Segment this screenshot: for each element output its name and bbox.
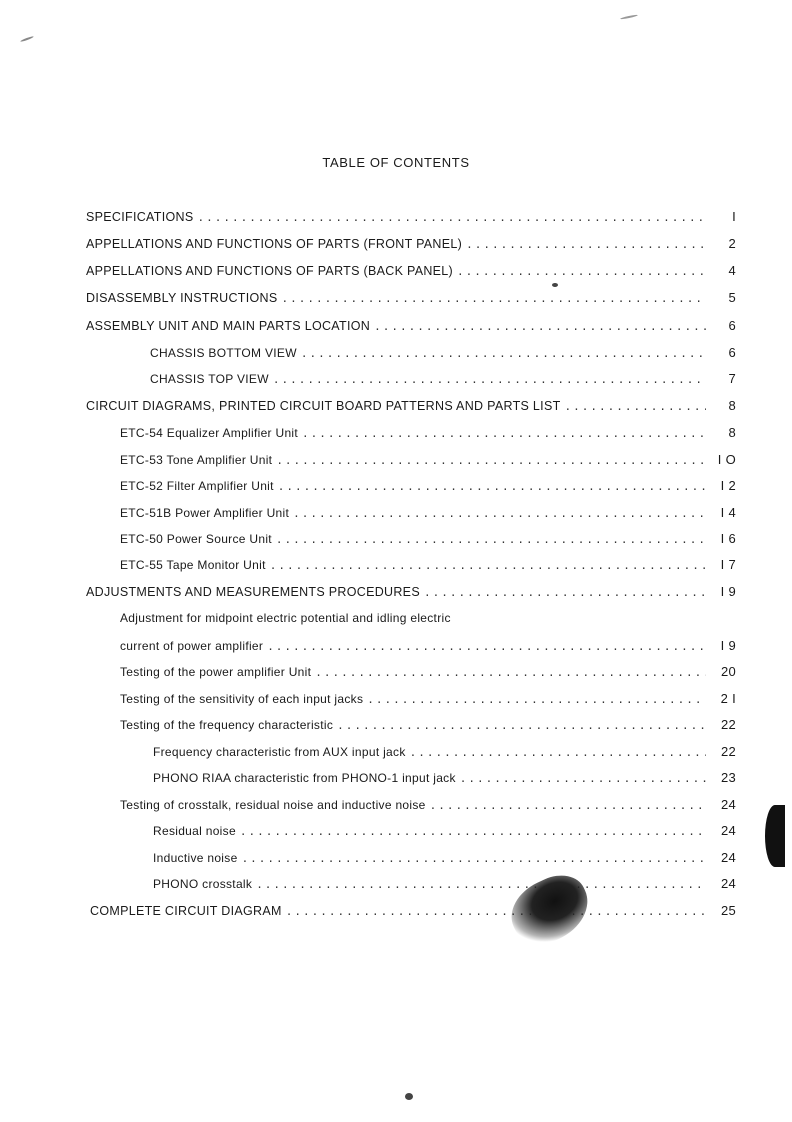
- toc-entry: [120, 717, 736, 732]
- toc-entry-page: 5: [728, 290, 736, 305]
- toc-entry: [86, 290, 736, 305]
- toc-entry-page: 24: [720, 823, 736, 838]
- toc-entry-label: ETC-53 Tone Amplifier Unit: [120, 453, 273, 467]
- leader-dots: [256, 878, 706, 891]
- toc-entry-label: ETC-50 Power Source Unit: [120, 532, 272, 546]
- toc-entry-page: I 9: [720, 638, 736, 653]
- toc-entry: [120, 691, 736, 706]
- toc-entry: [86, 318, 736, 333]
- toc-entry: [86, 584, 736, 599]
- toc-entry-page: I 9: [720, 584, 736, 599]
- leader-dots: [240, 825, 706, 838]
- binding-hole-mark: [765, 805, 785, 867]
- leader-dots: [273, 373, 706, 386]
- toc-entry-label: PHONO RIAA characteristic from PHONO-1 input jack: [153, 771, 456, 785]
- toc-entry: [120, 452, 736, 467]
- leader-dots: [242, 852, 706, 865]
- toc-entry-page: 7: [728, 371, 736, 386]
- toc-entry-label: ETC-52 Filter Amplifier Unit: [120, 479, 274, 493]
- toc-entry-label: ETC-51B Power Amplifier Unit: [120, 506, 290, 520]
- toc-entry-page: 2: [728, 236, 736, 251]
- leader-dots: [565, 400, 706, 413]
- leader-dots: [457, 265, 706, 278]
- leader-dots: [267, 640, 706, 653]
- leader-dots: [410, 746, 706, 759]
- toc-entry-page: I 6: [720, 531, 736, 546]
- toc-entry: [120, 478, 736, 493]
- toc-entry-continued: Adjustment for midpoint electric potential and idling electric: [120, 611, 451, 625]
- toc-entry-page: 24: [720, 850, 736, 865]
- toc-entry: [90, 903, 736, 918]
- toc-entry: [153, 876, 736, 891]
- leader-dots: [293, 507, 706, 520]
- leader-dots: [374, 320, 706, 333]
- toc-entry: [153, 744, 736, 759]
- toc-entry-label: PHONO crosstalk: [153, 877, 253, 891]
- toc-entry-page: 24: [720, 876, 736, 891]
- toc-entry-label: CHASSIS BOTTOM VIEW: [150, 346, 297, 360]
- leader-dots: [197, 211, 706, 224]
- toc-entry-label: Frequency characteristic from AUX input jack: [153, 745, 406, 759]
- toc-entry-label: COMPLETE CIRCUIT DIAGRAM: [90, 904, 282, 918]
- toc-entry: [86, 398, 736, 413]
- toc-entry-label: Testing of the power amplifier Unit: [120, 665, 312, 679]
- toc-entry-label: ASSEMBLY UNIT AND MAIN PARTS LOCATION: [86, 319, 371, 333]
- toc-entry-label: SPECIFICATIONS: [86, 210, 194, 224]
- toc-entry-label: current of power amplifier: [120, 639, 264, 653]
- toc-entry: [153, 823, 736, 838]
- toc-entry-page: I 7: [720, 557, 736, 572]
- toc-entry-page: 2 I: [720, 691, 736, 706]
- toc-entry: [120, 505, 736, 520]
- leader-dots: [466, 238, 706, 251]
- page-title: TABLE OF CONTENTS: [322, 155, 470, 170]
- toc-entry-page: 22: [720, 717, 736, 732]
- leader-dots: [270, 559, 706, 572]
- toc-entry-label: Testing of crosstalk, residual noise and inductive noise: [120, 798, 426, 812]
- toc-entry-label: DISASSEMBLY INSTRUCTIONS: [86, 291, 278, 305]
- leader-dots: [286, 905, 706, 918]
- toc-entry-label: ETC-54 Equalizer Amplifier Unit: [120, 426, 299, 440]
- toc-entry-page: 4: [728, 263, 736, 278]
- toc-entry-page: 6: [728, 345, 736, 360]
- toc-entry-page: I O: [717, 452, 736, 467]
- toc-entry: [120, 531, 736, 546]
- ink-speck: [405, 1093, 413, 1100]
- toc-entry-page: 6: [728, 318, 736, 333]
- leader-dots: [301, 347, 706, 360]
- toc-entry: [86, 263, 736, 278]
- toc-entry: [120, 557, 736, 572]
- toc-entry-page: 24: [720, 797, 736, 812]
- leader-dots: [460, 772, 706, 785]
- toc-entry-page: 8: [728, 398, 736, 413]
- toc-entry-label: CIRCUIT DIAGRAMS, PRINTED CIRCUIT BOARD PATTERNS AND PARTS LIST: [86, 399, 561, 413]
- toc-entry-label: Residual noise: [153, 824, 236, 838]
- toc-entry: [86, 236, 736, 251]
- toc-entry: [120, 797, 736, 812]
- leader-dots: [276, 454, 706, 467]
- toc-entry-label: ADJUSTMENTS AND MEASUREMENTS PROCEDURES: [86, 585, 420, 599]
- toc-entry-label: APPELLATIONS AND FUNCTIONS OF PARTS (BACK PANEL): [86, 264, 454, 278]
- toc-entry-label: Testing of the frequency characteristic: [120, 718, 334, 732]
- toc-entry-page: 8: [728, 425, 736, 440]
- leader-dots: [337, 719, 706, 732]
- toc-entry: [120, 425, 736, 440]
- toc-entry-label: CHASSIS TOP VIEW: [150, 372, 269, 386]
- toc-entry: [150, 371, 736, 386]
- toc-entry: [150, 345, 736, 360]
- ink-speck: [552, 283, 558, 287]
- leader-dots: [282, 292, 707, 305]
- leader-dots: [430, 799, 706, 812]
- toc-entry: [153, 770, 736, 785]
- toc-entry-page: 20: [720, 664, 736, 679]
- toc-entry: [153, 850, 736, 865]
- toc-entry-page: 25: [720, 903, 736, 918]
- toc-entry-label: Testing of the sensitivity of each input jacks: [120, 692, 364, 706]
- toc-entry-page: 23: [720, 770, 736, 785]
- leader-dots: [315, 666, 706, 679]
- toc-entry-page: 22: [720, 744, 736, 759]
- toc-entry-label: Inductive noise: [153, 851, 238, 865]
- toc-entry: [120, 664, 736, 679]
- toc-entry-label: ETC-55 Tape Monitor Unit: [120, 558, 266, 572]
- leader-dots: [424, 586, 706, 599]
- toc-entry-page: I 4: [720, 505, 736, 520]
- leader-dots: [367, 693, 706, 706]
- toc-entry-label: APPELLATIONS AND FUNCTIONS OF PARTS (FRONT PANEL): [86, 237, 463, 251]
- toc-entry: [120, 638, 736, 653]
- leader-dots: [276, 533, 706, 546]
- leader-dots: [278, 480, 706, 493]
- leader-dots: [302, 427, 706, 440]
- toc-entry: [86, 209, 736, 224]
- toc-entry-page: I 2: [720, 478, 736, 493]
- toc-entry-page: I: [732, 209, 736, 224]
